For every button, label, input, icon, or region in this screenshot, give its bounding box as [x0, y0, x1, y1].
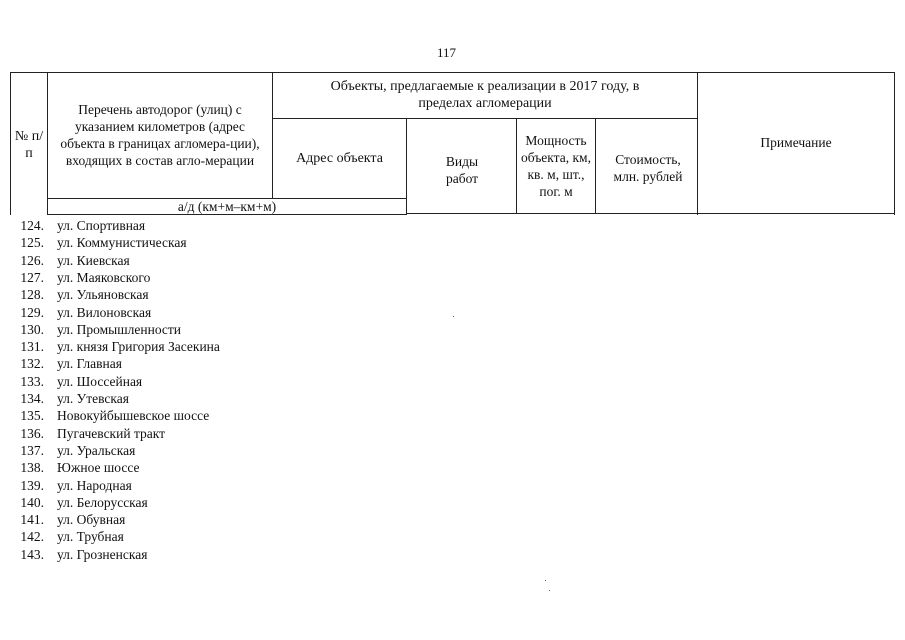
road-name: ул. Грозненская [57, 546, 148, 562]
road-name: ул. Коммунистическая [57, 235, 187, 251]
header-divider-3 [406, 118, 407, 215]
road-name: Новокуйбышевское шоссе [57, 408, 210, 424]
road-name: ул. Обувная [57, 512, 126, 528]
road-name: ул. князя Григория Засекина [57, 339, 220, 355]
col-capacity-header: Мощность объекта, км, кв. м, шт., пог. м [521, 133, 591, 199]
row-number: 136. [20, 425, 44, 441]
row-number: 131. [20, 339, 44, 355]
road-name: ул. Вилоновская [57, 304, 152, 320]
col-address-header: Адрес объекта [296, 150, 383, 166]
road-name: ул. Маяковского [57, 269, 151, 285]
row-number: 127. [20, 269, 44, 285]
road-name: ул. Шоссейная [57, 373, 143, 389]
row-number: 129. [20, 304, 44, 320]
row-number: 130. [20, 321, 44, 337]
row-number: 139. [20, 477, 44, 493]
header-right-border [894, 72, 895, 215]
road-name: ул. Спортивная [57, 218, 146, 233]
row-number: 142. [20, 529, 44, 545]
row-number: 141. [20, 512, 44, 528]
col-note-header: Примечание [760, 134, 832, 150]
road-name: ул. Главная [57, 356, 122, 372]
scan-speck [545, 580, 546, 581]
row-number: 124. [20, 218, 44, 233]
col-roads-subheader: а/д (км+м–км+м) [177, 199, 277, 214]
group-header: Объекты, предлагаемые к реализации в 2017 году, в пределах агломерации [330, 79, 640, 111]
col-roads-header: Перечень автодорог (улиц) с указанием километров (адрес объекта в границах агломера-ции), входящих в состав агло-мерации [60, 102, 260, 168]
road-name: ул. Киевская [57, 252, 130, 268]
scan-speck [549, 590, 550, 591]
road-name: ул. Белорусская [57, 494, 148, 510]
row-number: 125. [20, 235, 44, 251]
page-number: 117 [437, 45, 457, 60]
row-number: 133. [20, 373, 44, 389]
row-number: 135. [20, 408, 44, 424]
row-number: 140. [20, 494, 44, 510]
row-number: 132. [20, 356, 44, 372]
scan-speck [453, 316, 454, 317]
row-number: 138. [20, 460, 44, 476]
road-name: Южное шоссе [57, 460, 140, 476]
header-group-underline [272, 118, 697, 119]
col-cost-header: Стоимость, млн. рублей [613, 152, 683, 184]
header-divider-2 [272, 72, 273, 199]
road-name: ул. Утевская [57, 391, 129, 406]
row-number: 137. [20, 442, 44, 458]
col-number-header: № п/п [14, 129, 44, 161]
row-number: 134. [20, 391, 44, 406]
header-top-border-note [697, 72, 895, 73]
row-number: 128. [20, 287, 44, 303]
road-name: ул. Уральская [57, 442, 136, 458]
header-top-border [10, 72, 697, 73]
row-number: 126. [20, 252, 44, 268]
col-work-header: Виды работ [445, 154, 479, 186]
road-name: ул. Ульяновская [57, 287, 149, 303]
road-name: ул. Промышленности [57, 321, 182, 337]
header-divider-5 [595, 118, 596, 214]
row-number: 143. [20, 546, 44, 562]
header-bottom-border [406, 213, 895, 214]
road-name: ул. Трубная [57, 529, 124, 545]
road-name: Пугачевский тракт [57, 425, 166, 441]
road-name: ул. Народная [57, 477, 132, 493]
